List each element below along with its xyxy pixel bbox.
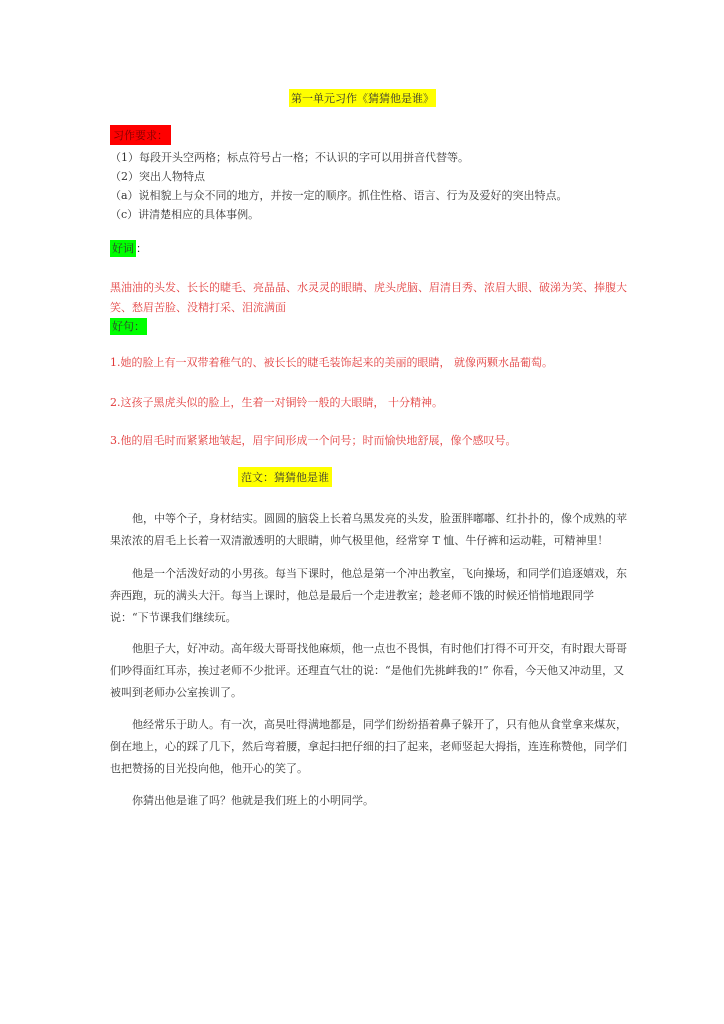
good-words-text: 黑油油的头发、长长的睫毛、亮晶晶、水灵灵的眼睛、虎头虎脑、眉清目秀、浓眉大眼、破涕为笑、捧腹大笑、愁眉苦脸、没精打采、泪流满面 — [110, 281, 627, 314]
sentence-number: 1 — [110, 356, 117, 369]
essay-title: 范文：猜猜他是谁 — [238, 467, 332, 487]
essay-paragraph-5: 你猜出他是谁了吗？他就是我们班上的小明同学。 — [132, 794, 374, 807]
essay-paragraph-4: 他经常乐于助人。有一次，高昊吐得满地都是，同学们纷纷捂着鼻子躲开了，只有他从食堂拿来煤灰，倒在地上，心的踩了几下，然后弯着腰，拿起扫把仔细的扫了起来，老师竖起大拇指，连连称赞他，同学们也把赞扬的目光投向他，他开心的笑了。 — [110, 718, 627, 775]
essay-paragraph-1: 他，中等个子，身材结实。圆圆的脑袋上长着乌黑发亮的头发，脸蛋胖嘟嘟、红扑扑的，像个成熟的苹果浓浓的眉毛上长着一双清澈透明的大眼睛，帅气极里他，经常穿 T 恤、牛仔裤和运动鞋，可精神里！ — [110, 512, 627, 547]
requirement-item: （2）突出人物特点 — [110, 170, 205, 183]
sentence-text: .他的眉毛时而紧紧地皱起，眉宇间形成一个问号；时而愉快地舒展，像个感叹号。 — [117, 434, 517, 447]
sentence-text: .这孩子黑虎头似的脸上，生着一对铜铃一般的大眼睛， 十分精神。 — [117, 396, 443, 409]
essay-paragraph-3: 他胆子大，好冲动。高年级大哥哥找他麻烦，他一点也不畏惧，有时他们打得不可开交，有时跟大哥哥们吵得面红耳赤，挨过老师不少批评。还理直气壮的说：“是他们先挑衅我的!” 你看，今天他又冲动里，又被叫到老师办公室挨训了。 — [110, 642, 627, 699]
sentence-number: 3 — [110, 434, 117, 447]
good-words-label: 好词 — [112, 242, 134, 255]
requirement-item: （1）每段开头空两格；标点符号占一格；不认识的字可以用拼音代替等。 — [110, 151, 469, 164]
good-sentences-heading — [110, 318, 147, 334]
good-words-colon: ： — [136, 242, 147, 255]
requirement-item: （a）说相貌上与众不同的地方，并按一定的顺序。抓住性格、语言、行为及爱好的突出特点。 — [110, 189, 568, 202]
good-sentence-3 — [110, 432, 517, 448]
good-sentence-2 — [110, 394, 443, 410]
good-words-heading — [110, 240, 147, 256]
essay-paragraph-2: 他是一个活泼好动的小男孩。每当下课时，他总是第一个冲出教室，飞向操场，和同学们追逐嬉戏，东奔西跑，玩的满头大汗。每当上课时，他总是最后一个走进教室；趁老师不饿的时候还悄悄地跟同学说：“下节课我们继续玩。 — [110, 567, 627, 624]
good-sentences-label: 好句： — [112, 320, 145, 333]
sentence-number: 2 — [110, 396, 117, 409]
sentence-text: .她的脸上有一双带着稚气的、被长长的睫毛装饰起来的美丽的眼睛， 就像两颗水晶葡萄。 — [117, 356, 553, 369]
document-title: 第一单元习作《猜猜他是谁》 — [289, 89, 436, 107]
good-sentence-1 — [110, 354, 553, 370]
requirements-label: 习作要求： — [110, 125, 171, 145]
requirement-item: （c）讲清楚相应的具体事例。 — [110, 208, 260, 221]
